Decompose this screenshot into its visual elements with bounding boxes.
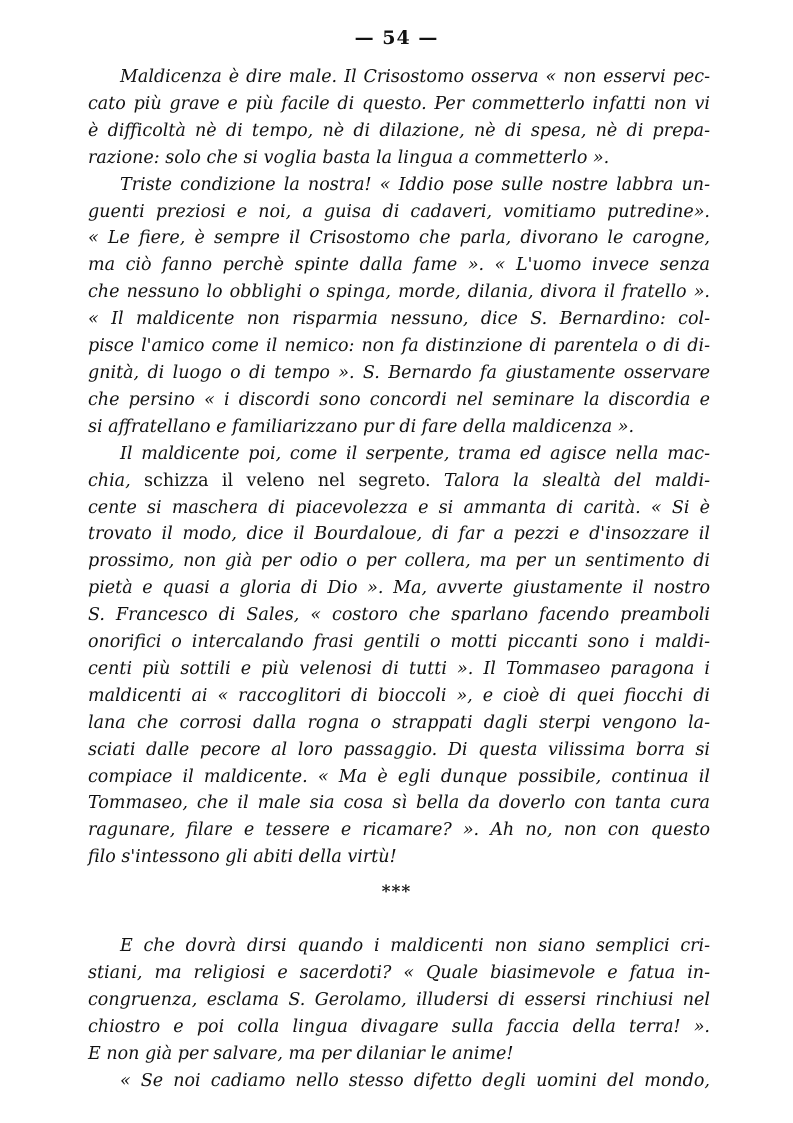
text-line: è difficoltà nè di tempo, nè di dilazione, nè di spesa, nè di prepa-: [88, 120, 710, 141]
text-line: cente si maschera di piacevolezza e si ammanta di carità. « Si è: [88, 497, 710, 518]
text-line: S. Francesco di Sales, « costoro che sparlano facendo preamboli: [88, 605, 710, 626]
text-line: chiostro e poi colla lingua divagare sulla faccia della terra! ».: [88, 1016, 710, 1037]
text-line: ragunare, filare e tessere e ricamare? ». Ah no, non con questo: [88, 820, 710, 841]
text-line: stiani, ma religiosi e sacerdoti? « Quale biasimevole e fatua in-: [88, 962, 710, 983]
text-line: razione: solo che si voglia basta la lingua a commetterlo ».: [88, 147, 610, 168]
text-fragment: chia,: [88, 470, 145, 491]
text-line: compiace il maldicente. « Ma è egli dunque possibile, continua il: [88, 766, 710, 787]
text-line: « Se noi cadiamo nello stesso difetto degli uomini del mondo,: [120, 1070, 710, 1091]
text-line: « Il maldicente non risparmia nessuno, dice S. Bernardino: col-: [88, 309, 710, 330]
section-separator: ***: [381, 882, 412, 902]
text-line: Triste condizione la nostra! « Iddio pose sulle nostre labbra un-: [120, 174, 710, 195]
text-line: ma ciò fanno perchè spinte dalla fame ». « L'uomo invece senza: [88, 255, 710, 276]
text-line: pietà e quasi a gloria di Dio ». Ma, avverte giustamente il nostro: [88, 578, 710, 599]
text-line: Il maldicente poi, come il serpente, trama ed agisce nella mac-: [120, 443, 710, 464]
text-line: maldicenti ai « raccoglitori di bioccoli », e cioè di quei fiocchi di: [88, 685, 710, 706]
text-line: onorifici o intercalando frasi gentili o motti piccanti sono i maldi-: [88, 632, 710, 653]
text-line: Tommaseo, che il male sia cosa sì bella da doverlo con tanta cura: [88, 793, 710, 814]
text-line: Maldicenza è dire male. Il Crisostomo osserva « non esservi pec-: [120, 67, 710, 87]
text-line: E che dovrà dirsi quando i maldicenti non siano semplici cri-: [120, 936, 710, 956]
text-line: « Le fiere, è sempre il Crisostomo che parla, divorano le carogne,: [88, 228, 710, 249]
text-section-1: [88, 64, 710, 871]
text-line: gnità, di luogo o di tempo ». S. Bernardo fa giustamente osservare: [88, 362, 710, 383]
text-section-2: [88, 933, 710, 1094]
text-line: cato più grave e più facile di questo. Per commetterlo infatti non vi: [88, 93, 710, 114]
text-line: si affratellano e familiarizzano pur di fare della maldicenza ».: [88, 416, 635, 437]
text-line: che persino « i discordi sono concordi nel seminare la discordia e: [88, 389, 710, 410]
text-line: centi più sottili e più velenosi di tutti ». Il Tommaseo paragona i: [88, 658, 710, 679]
text-line: E non già per salvare, ma per dilaniar le anime!: [88, 1043, 514, 1064]
text-line: congruenza, esclama S. Gerolamo, illudersi di essersi rinchiusi nel: [88, 989, 710, 1010]
text-line: prossimo, non già per odio o per collera, ma per un sentimento di: [88, 551, 710, 572]
text-line: filo s'intessono gli abiti della virtù!: [88, 847, 397, 868]
text-line: che nessuno lo obblighi o spinga, morde, dilania, divora il fratello ».: [88, 282, 710, 303]
text-line: [88, 468, 710, 495]
text-line: lana che corrosi dalla rogna o strappati dagli sterpi vengono la-: [88, 712, 710, 733]
text-line: trovato il modo, dice il Bourdaloue, di far a pezzi e d'insozzare il: [88, 524, 710, 545]
text-fragment: Talora la slealtà del maldi-: [430, 470, 710, 491]
text-line: sciati dalle pecore al loro passaggio. Di questa vilissima borra si: [88, 739, 710, 760]
text-line: guenti preziosi e noi, a guisa di cadaveri, vomitiamo putredine».: [88, 201, 710, 222]
text-line: pisce l'amico come il nemico: non fa distinzione di parentela o di di-: [88, 336, 710, 357]
roman-text-fragment: schizza il veleno nel segreto.: [144, 470, 431, 491]
page-number: — 54 —: [354, 27, 439, 49]
